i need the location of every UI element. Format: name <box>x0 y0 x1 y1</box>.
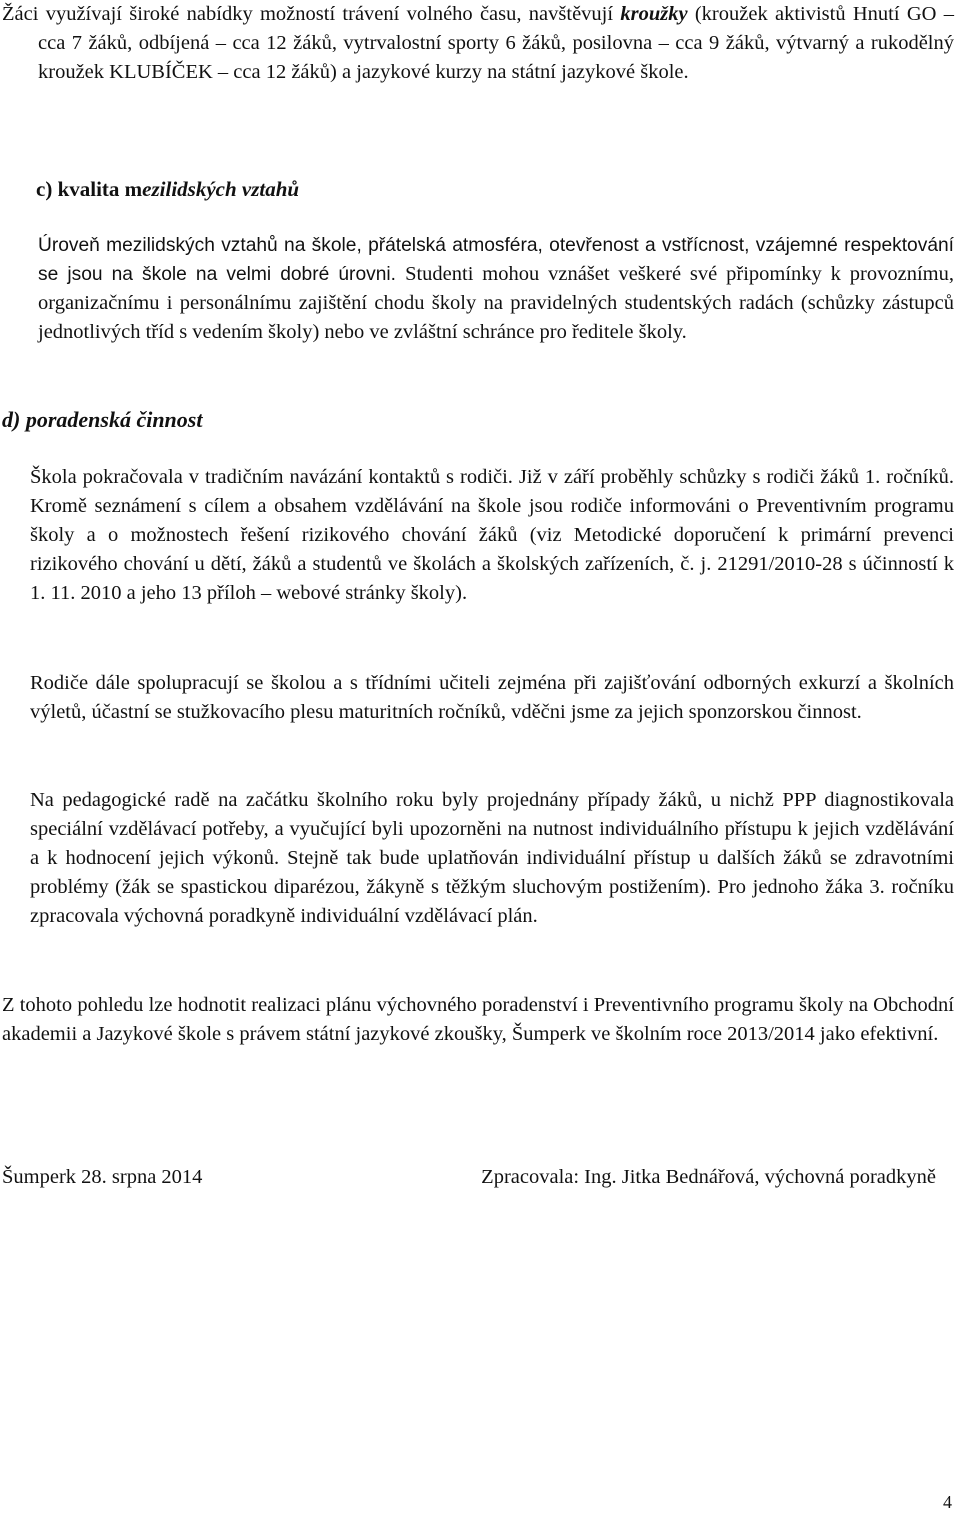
relations-text-sans: Úroveň mezilidských vztahů na škole, přátelská atmosféra, otevřenost a vstřícnost, vzájemné respektování se jsou na škole na velmi dobré úrovni. <box>38 235 954 285</box>
section-c-heading <box>36 177 299 202</box>
section-d-heading: d) poradenská činnost <box>2 407 203 432</box>
section-c-heading-italic: ezilidských vztahů <box>142 177 300 201</box>
counseling-paragraph-2: Rodiče dále spolupracují se školou a s třídními učiteli zejména při zajišťování odborných exkurzí a školních výletů, účastní se stužkovacího plesu maturitních ročníků, vděčni jsme za jejich sponzorskou činnost. <box>30 672 954 723</box>
signature-row <box>2 1163 936 1192</box>
counseling-paragraph-3: Na pedagogické radě na začátku školního roku byly projednány případy žáků, u nichž PPP diagnostikovala speciální vzdělávací potřeby, a vyučující byli upozorněni na nutnost individuálního přístupu k jejich vzdělávání a k hodnocení jejich výkonů. Stejně tak bude uplatňován individuální přístup u dalších žáků se zdravotními problémy (žák se spastickou diparézou, žákyně s těžkým sluchovým postižením). Pro jednoho žáka 3. ročníku zpracovala výchovná poradkyně individuální vzdělávací plán. <box>30 789 954 927</box>
relations-text-serif: Studenti mohou vznášet veškeré své připomínky k provoznímu, organizačnímu i personálnímu zajištění chodu školy na pravidelných studentských radách (schůzky zástupců jednotlivých tříd s vedením školy) nebo ve zvláštní schránce pro ředitele školy. <box>38 263 954 343</box>
activities-text-start: Žáci využívají široké nabídky možností trávení volného času, navštěvují <box>2 3 621 25</box>
conclusion-paragraph: Z tohoto pohledu lze hodnotit realizaci plánu výchovného poradenství i Preventivního programu školy na Obchodní akademii a Jazykové škole s právem státní jazykové zkoušky, Šumperk ve školním roce 2013/2014 jako efektivní. <box>2 994 954 1045</box>
section-c-heading-prefix: c) kvalita m <box>36 177 143 201</box>
author-signature: Zpracovala: Ing. Jitka Bednářová, výchovná poradkyně <box>481 1166 936 1188</box>
activities-text-end: (kroužek aktivistů Hnutí GO – cca 7 žáků, odbíjená – cca 12 žáků, vytrvalostní sporty 6 žáků, posilovna – cca 9 žáků, výtvarný a rukodělný kroužek KLUBÍČEK – cca 12 žáků) a jazykové kurzy na státní jazykové škole. <box>38 3 954 83</box>
place-date: Šumperk 28. srpna 2014 <box>2 1166 203 1188</box>
activities-paragraph <box>2 0 954 87</box>
counseling-paragraph-1: Škola pokračovala v tradičním navázání kontaktů s rodiči. Již v září proběhly schůzky s rodiči žáků 1. ročníků. Kromě seznámení s cílem a obsahem vzdělávání na škole jsou rodiče informováni o Preventivním programu školy a o možnostech řešení rizikového chování žáků (viz Metodické doporučení k primární prevenci rizikového chování u dětí, žáků a studentů ve školách a školských zařízeních, č. j. 21291/2010-28 s účinností k 1. 11. 2010 a jeho 13 příloh – webové stránky školy). <box>30 466 954 604</box>
page-number: 4 <box>943 1492 952 1512</box>
clubs-emphasis: kroužky <box>620 3 688 25</box>
relations-paragraph <box>38 231 954 347</box>
